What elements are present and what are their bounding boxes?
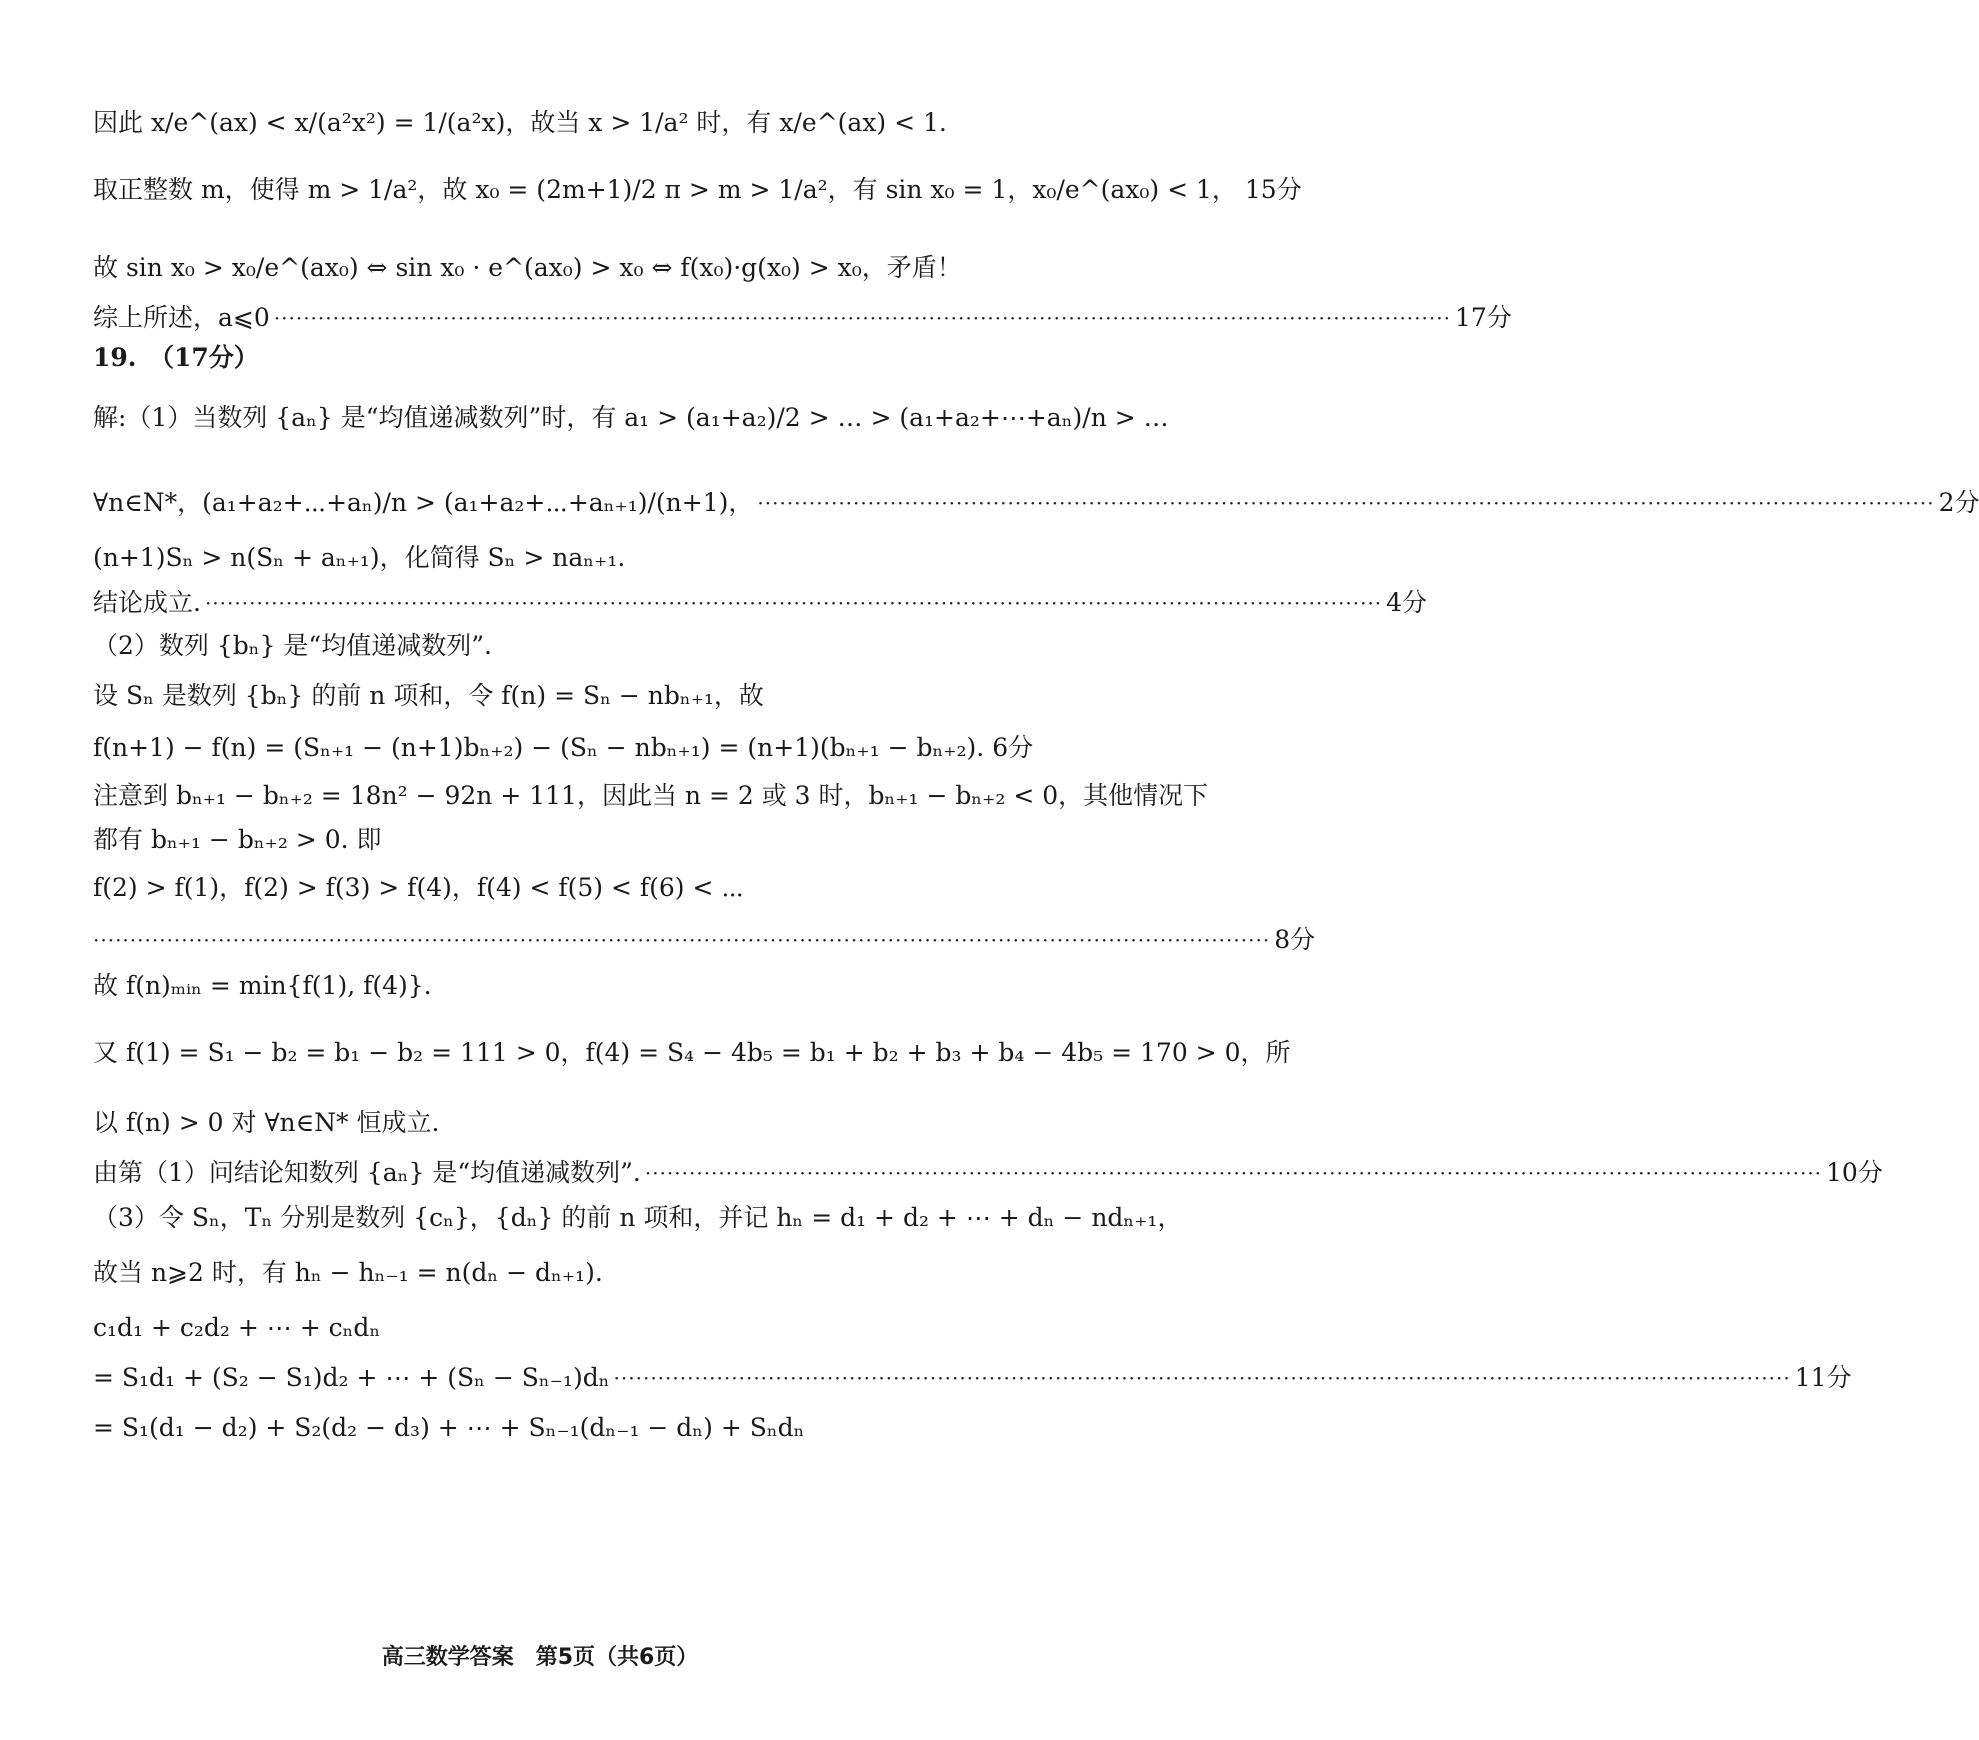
line-13: 注意到 bₙ₊₁ − bₙ₊₂ = 18n² − 92n + 111，因此当 n = 2 或 3 时，bₙ₊₁ − bₙ₊₂ < 0，其他情况下 xyxy=(93,781,1209,810)
dot-leader xyxy=(757,485,1934,521)
line-24: = S₁d₁ + (S₂ − S₁)d₂ + ⋯ + (Sₙ − Sₙ₋₁)dₙ ····· 11分 xyxy=(93,1360,1010,1396)
line-14: 都有 bₙ₊₁ − bₙ₊₂ > 0. 即 xyxy=(93,825,382,854)
dot-leader xyxy=(93,922,1270,958)
score-points: 17分 xyxy=(1454,303,1512,332)
line-21: （3）令 Sₙ，Tₙ 分别是数列 {cₙ}，{dₙ} 的前 n 项和，并记 hₙ = d₁ + d₂ + ⋯ + dₙ − ndₙ₊₁， xyxy=(93,1203,1183,1232)
line-16 xyxy=(93,922,1316,958)
line-19: 以 f(n) > 0 对 ∀n∈N* 恒成立. xyxy=(93,1108,440,1137)
dot-leader xyxy=(645,1155,1822,1191)
line-22: 故当 n⩾2 时，有 hₙ − hₙ₋₁ = n(dₙ − dₙ₊₁). xyxy=(93,1258,603,1287)
score-points: 8分 xyxy=(1274,925,1316,954)
score-points: 6分 xyxy=(992,733,1034,762)
line-23: c₁d₁ + c₂d₂ + ⋯ + cₙdₙ xyxy=(93,1313,381,1342)
line-17: 故 f(n)ₘᵢₙ = min{f(1), f(4)}. xyxy=(93,971,432,1000)
dot-leader xyxy=(614,1360,1791,1396)
line-1: 因此 x/e^(ax) < x/(a²x²) = 1/(a²x)，故当 x > 1/a² 时，有 x/e^(ax) < 1. xyxy=(93,108,947,137)
dot-leader xyxy=(205,585,1382,621)
line-2: 取正整数 m，使得 m > 1/a²，故 x₀ = (2m+1)/2 π > m > 1/a²，有 sin x₀ = 1，x₀/e^(ax₀) < 1， 15分 xyxy=(93,172,1010,208)
score-points: 4分 xyxy=(1386,588,1428,617)
line-20: 由第（1）问结论知数列 {aₙ} 是“均值递减数列”. ····· 10分 xyxy=(93,1155,1010,1191)
dot-leader xyxy=(274,300,1451,336)
score-points: 11分 xyxy=(1794,1363,1852,1392)
line-18: 又 f(1) = S₁ − b₂ = b₁ − b₂ = 111 > 0，f(4) = S₄ − 4b₅ = b₁ + b₂ + b₃ + b₄ − 4b₅ = 170 > 0，所 xyxy=(93,1038,1291,1067)
line-15: f(2) > f(1)，f(2) > f(3) > f(4)，f(4) < f(5) < f(6) < ⋯ xyxy=(93,873,744,902)
line-7: ∀n∈N*，(a₁+a₂+⋯+aₙ)/n > (a₁+a₂+⋯+aₙ₊₁)/(n+1)， ····· 2分 xyxy=(93,485,1010,521)
page-footer: 高三数学答案 第5页（共6页） xyxy=(381,1645,699,1670)
line-10: （2）数列 {bₙ} 是“均值递减数列”. xyxy=(93,631,492,660)
line-9: 结论成立. ····· 4分 xyxy=(93,585,1010,621)
line-12: f(n+1) − f(n) = (Sₙ₊₁ − (n+1)bₙ₊₂) − (Sₙ − nbₙ₊₁) = (n+1)(bₙ₊₁ − bₙ₊₂). 6分 xyxy=(93,730,1010,766)
score-points: 2分 xyxy=(1938,488,1979,517)
line-8: (n+1)Sₙ > n(Sₙ + aₙ₊₁)，化简得 Sₙ > naₙ₊₁. xyxy=(93,543,626,572)
line-25: = S₁(d₁ − d₂) + S₂(d₂ − d₃) + ⋯ + Sₙ₋₁(dₙ₋₁ − dₙ) + Sₙdₙ xyxy=(93,1413,805,1442)
line-3: 故 sin x₀ > x₀/e^(ax₀) ⇔ sin x₀ · e^(ax₀) > x₀ ⇔ f(x₀)·g(x₀) > x₀，矛盾！ xyxy=(93,253,962,282)
line-4: 综上所述，a⩽0 ····· 17分 xyxy=(93,300,1010,336)
score-points: 10分 xyxy=(1826,1158,1883,1187)
line-6: 解:（1）当数列 {aₙ} 是“均值递减数列”时，有 a₁ > (a₁+a₂)/2 > … > (a₁+a₂+⋯+aₙ)/n > … xyxy=(93,403,1169,432)
line-11: 设 Sₙ 是数列 {bₙ} 的前 n 项和，令 f(n) = Sₙ − nbₙ₊₁，故 xyxy=(93,681,764,710)
question-19-header: 19. （17分） xyxy=(93,343,259,372)
score-points: 15分 xyxy=(1244,175,1302,204)
